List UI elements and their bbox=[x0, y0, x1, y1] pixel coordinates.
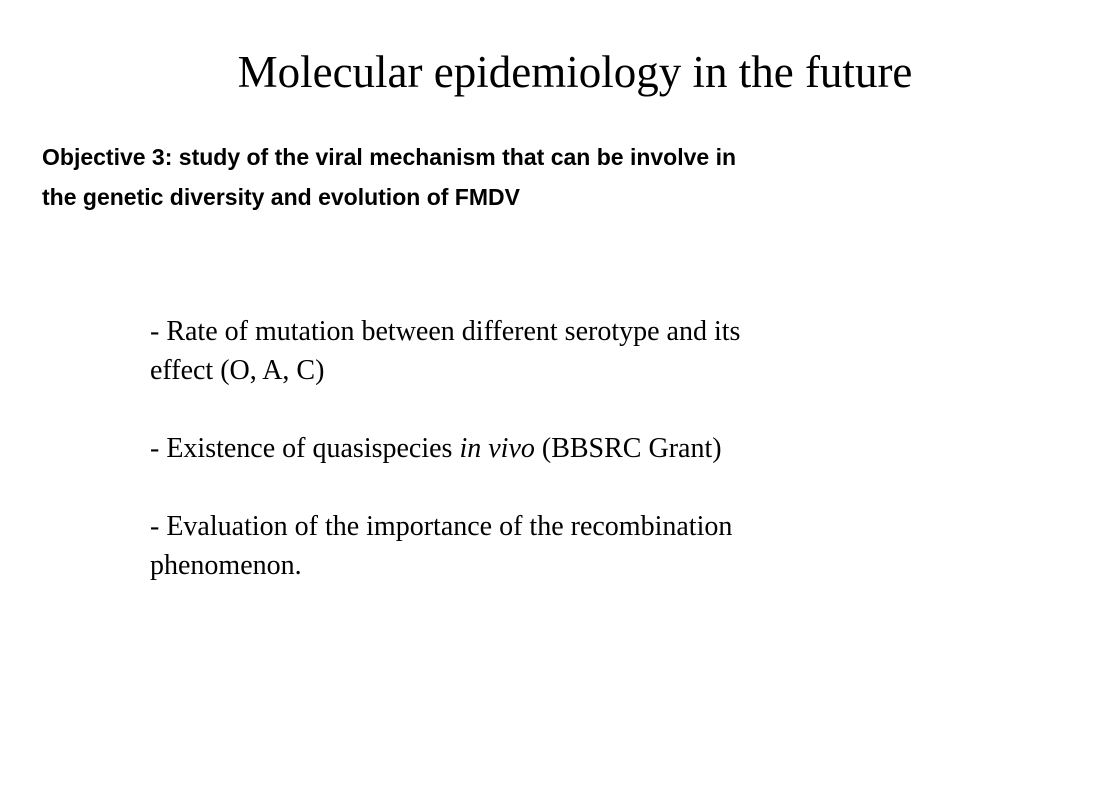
bullet-line bbox=[150, 429, 1050, 468]
objective-heading bbox=[42, 137, 1092, 217]
bullet-italic-text: in vivo bbox=[459, 433, 535, 464]
slide-title: Molecular epidemiology in the future bbox=[237, 47, 913, 97]
bullet-item-recombination bbox=[150, 507, 1050, 585]
bullet-list bbox=[150, 312, 1050, 624]
bullet-line: - Rate of mutation between different serotype and its bbox=[150, 316, 741, 347]
bullet-text: (BBSRC Grant) bbox=[534, 433, 722, 464]
bullet-text: - Existence of quasispecies bbox=[150, 433, 460, 464]
objective-line-1: Objective 3: study of the viral mechanism that can be involve in bbox=[42, 144, 737, 170]
bullet-line: phenomenon. bbox=[150, 550, 302, 581]
bullet-line: effect (O, A, C) bbox=[150, 355, 325, 386]
bullet-item-mutation-rate bbox=[150, 312, 1050, 390]
objective-line-2: the genetic diversity and evolution of FMDV bbox=[42, 184, 520, 210]
bullet-line: - Evaluation of the importance of the recombination bbox=[150, 511, 733, 542]
bullet-item-quasispecies bbox=[150, 429, 1050, 468]
